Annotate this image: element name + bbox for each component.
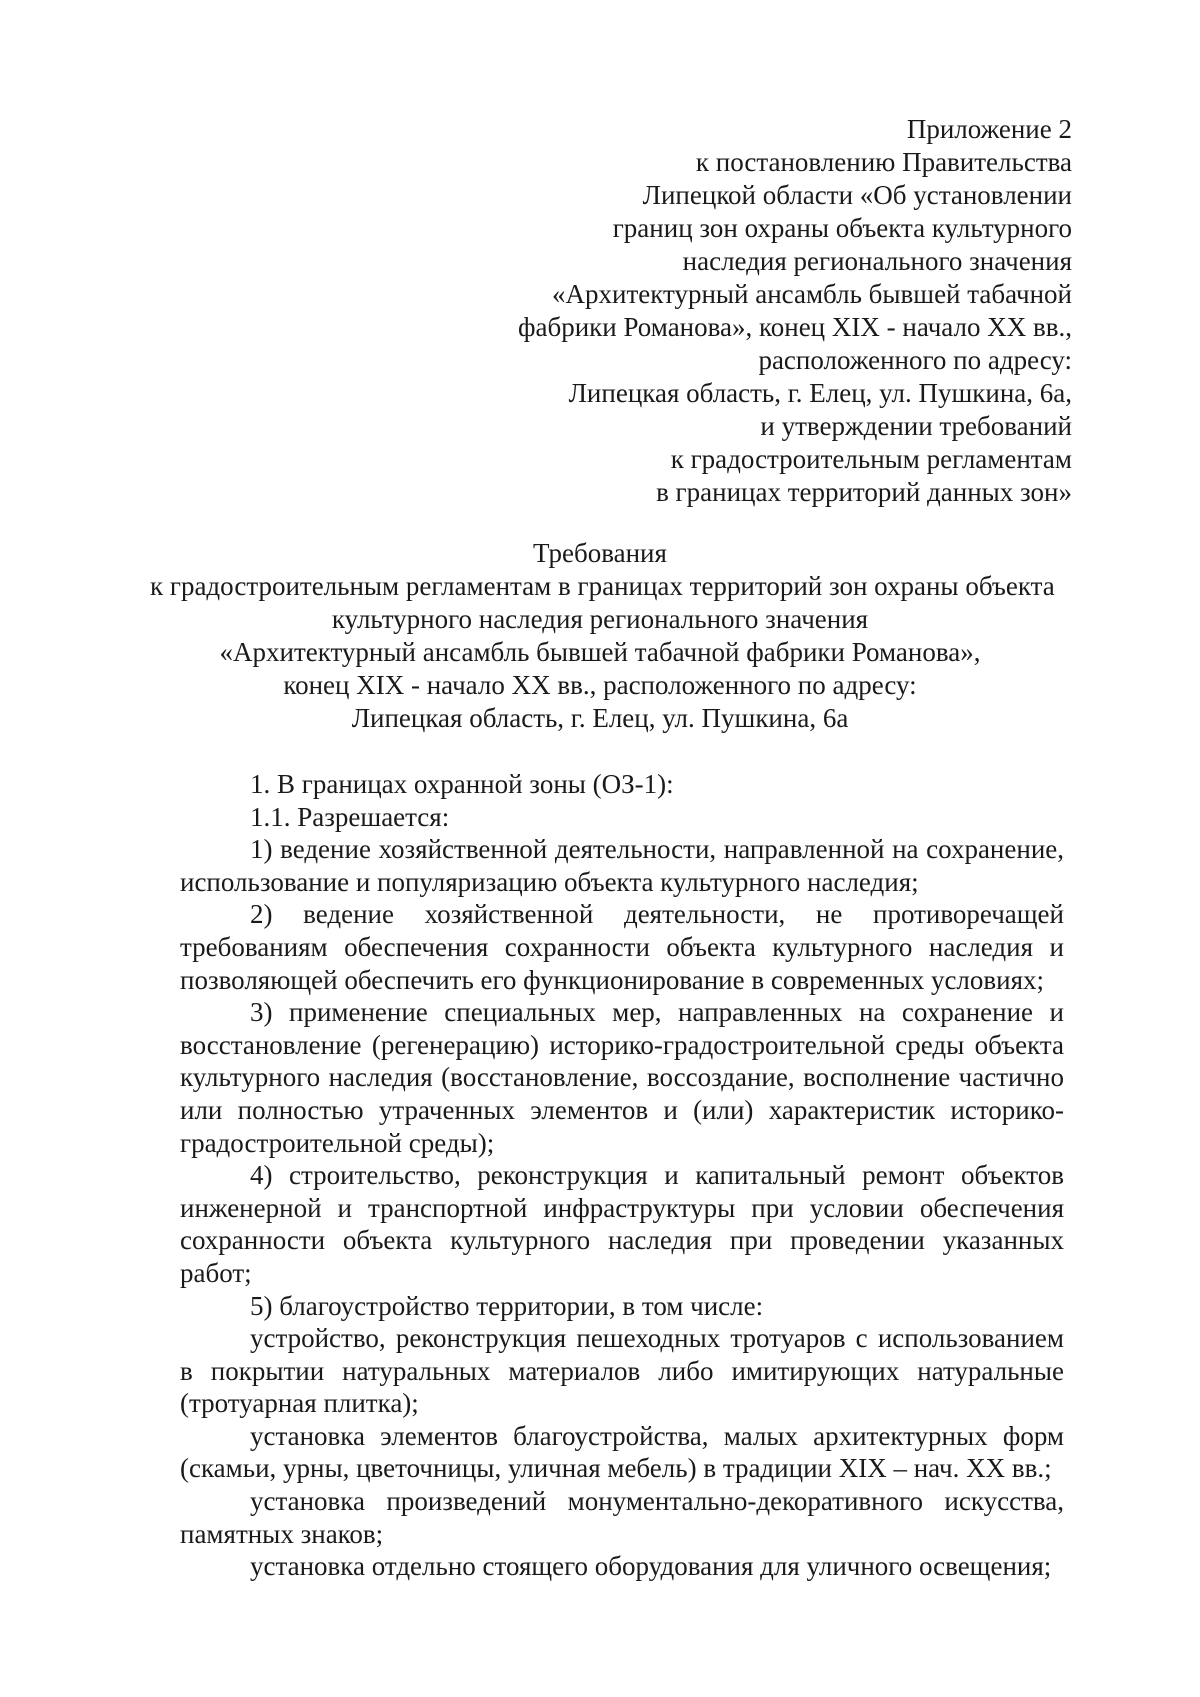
appendix-line: расположенного по адресу: [758, 345, 1072, 375]
title-line: культурного наследия регионального значения [331, 604, 869, 634]
appendix-line: фабрики Романова», конец XIX - начало XX вв., [517, 312, 1072, 342]
list-subitem: устройство, реконструкция пешеходных тротуаров с использованием в покрытии натуральных материалов либо имитирующих натуральные (тротуарная плитка); [180, 1323, 1064, 1419]
appendix-line: и утверждении требований [760, 411, 1072, 441]
list-item: 3) применение специальных мер, направленных на сохранение и восстановление (регенерацию) историко-градостроительной среды объекта культурного наследия (восстановление, воссоздание, восполнение частично или полностью утраченных элементов и (или) характеристик историко-градостроительной среды); [180, 997, 1064, 1158]
appendix-line: Липецкая область, г. Елец, ул. Пушкина, 6а, [568, 378, 1072, 408]
title-line: Липецкая область, г. Елец, ул. Пушкина, 6а [351, 703, 849, 733]
appendix-line: границ зон охраны объекта культурного [612, 213, 1072, 243]
list-item: 2) ведение хозяйственной деятельности, не противоречащей требованиям обеспечения сохранности объекта культурного наследия и позволяющей обеспечить его функционирование в современных условиях; [180, 899, 1064, 995]
title-line: конец XIX - начало XX вв., расположенного по адресу: [283, 670, 917, 700]
list-subitem: установка произведений монументально-декоративного искусства, памятных знаков; [180, 1486, 1064, 1549]
appendix-line: в границах территорий данных зон» [656, 477, 1072, 507]
document-body [180, 768, 1064, 1583]
title-line: «Архитектурный ансамбль бывшей табачной фабрики Романова», [219, 637, 981, 667]
list-item: 4) строительство, реконструкция и капитальный ремонт объектов инженерной и транспортной инфраструктуры при условии обеспечения сохранности объекта культурного наследия при проведении указанных работ; [180, 1160, 1064, 1288]
appendix-line: к градостроительным регламентам [670, 444, 1072, 474]
title-line: к градостроительным регламентам в границах территорий зон охраны объекта [150, 571, 1055, 601]
list-item: 1) ведение хозяйственной деятельности, направленной на сохранение, использование и популяризацию объекта культурного наследия; [180, 834, 1064, 897]
appendix-line: к постановлению Правительства [695, 147, 1072, 177]
appendix-line: наследия регионального значения [682, 246, 1072, 276]
appendix-line: «Архитектурный ансамбль бывшей табачной [552, 279, 1072, 309]
list-subitem: установка отдельно стоящего оборудования для уличного освещения; [250, 1551, 1052, 1582]
title-line: Требования [533, 538, 667, 568]
subsection-heading: 1.1. Разрешается: [250, 801, 450, 832]
document-title [150, 537, 1055, 735]
list-subitem: установка элементов благоустройства, малых архитектурных форм (скамьи, урны, цветочницы, уличная мебель) в традиции XIX – нач. XX вв.; [180, 1420, 1064, 1484]
appendix-line: Липецкой области «Об установлении [642, 180, 1072, 210]
appendix-header [452, 113, 1072, 509]
section-heading: 1. В границах охранной зоны (ОЗ-1): [250, 769, 674, 799]
appendix-line: Приложение 2 [906, 114, 1072, 144]
list-item: 5) благоустройство территории, в том числе: [250, 1290, 764, 1321]
